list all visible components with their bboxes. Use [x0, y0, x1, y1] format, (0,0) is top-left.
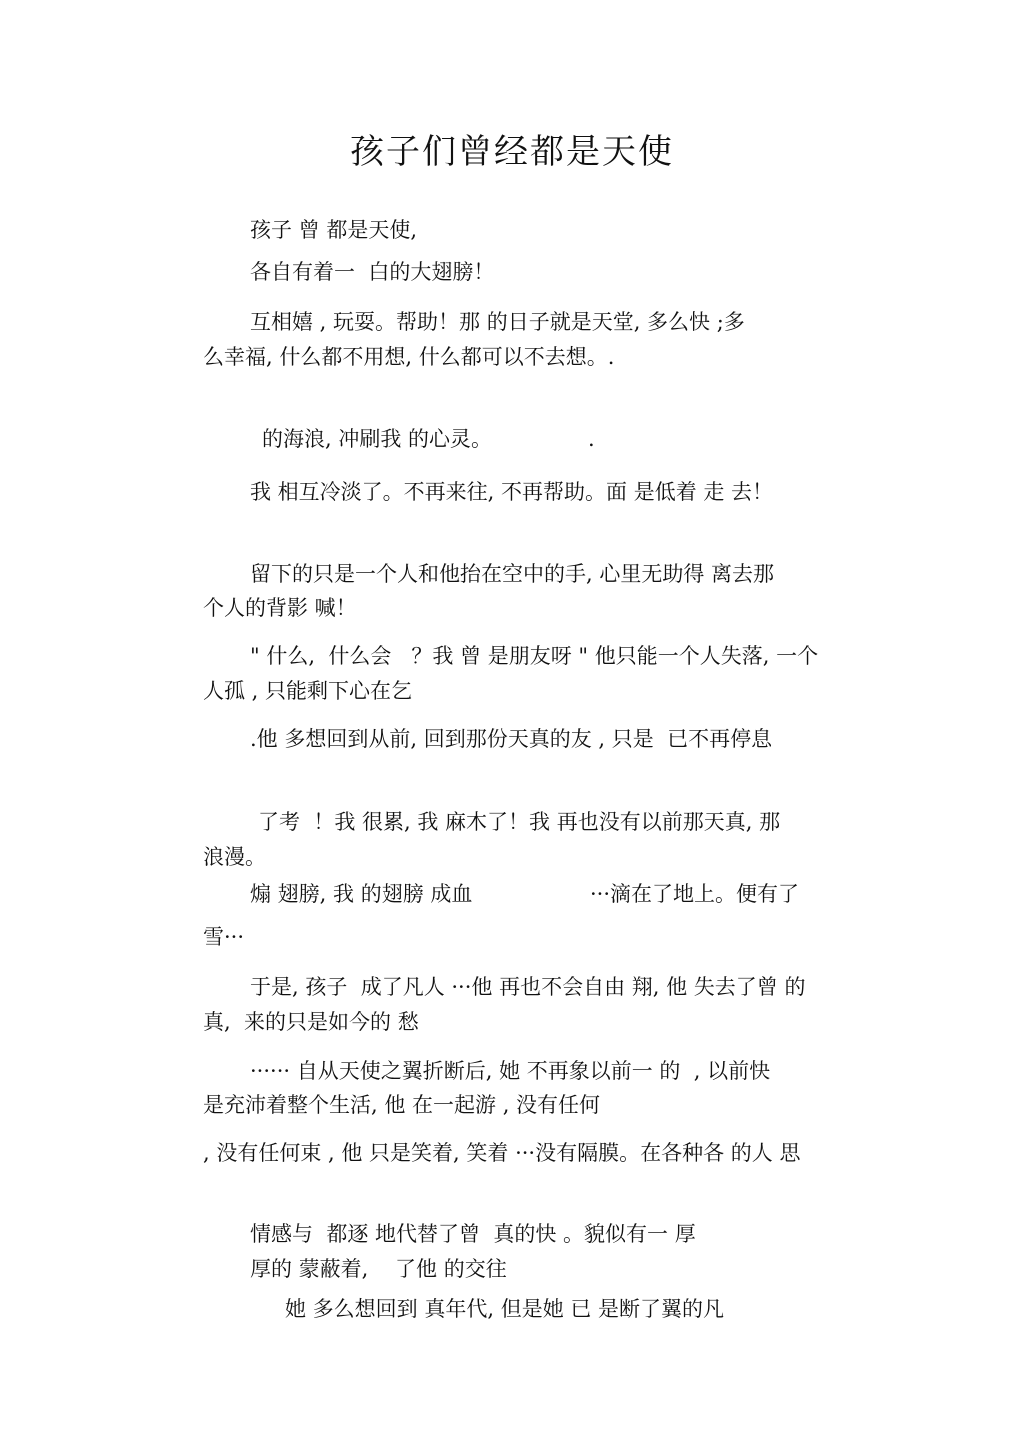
text-line-21: 是充沛着整个生活, 他 在一起游 , 没有任何: [203, 1093, 601, 1117]
text-line-1: 孩子 曾 都是天使,: [250, 218, 418, 242]
text-line-3: 互相嬉 , 玩耍。帮助！那 的日子就是天堂, 多么快 ;多: [250, 310, 745, 334]
text-line-17: 雪···: [203, 925, 245, 949]
text-line-8: 留下的只是一个人和他抬在空中的手, 心里无助得 离去那: [250, 562, 775, 586]
text-line-13: 了考 ！我 很累, 我 麻木了！我 再也没有以前那天真, 那: [258, 810, 781, 834]
text-line-9: 个人的背影 喊！: [203, 596, 357, 620]
text-line-22: , 没有任何束 , 他 只是笑着, 笑着 ···没有隔膜。在各种各 的人 思: [203, 1141, 801, 1165]
text-line-2: 各自有着一 白的大翅膀！: [250, 260, 495, 284]
text-line-7: 我 相互冷淡了。不再来往, 不再帮助。面 是低着 走 去！: [250, 480, 774, 504]
text-line-10: " 什么, 什么会 ？我 曾 是朋友呀 " 他只能一个人失落, 一个: [250, 644, 819, 668]
document-title: 孩子们曾经都是天使: [350, 132, 674, 172]
text-line-24: 厚的 蒙蔽着, 了他 的交往: [250, 1257, 507, 1281]
text-line-4: 么幸福, 什么都不用想, 什么都可以不去想。.: [203, 345, 615, 369]
text-line-19: 真, 来的只是如今的 愁: [203, 1010, 419, 1034]
text-line-15: 煽 翅膀, 我 的翅膀 成血: [250, 882, 473, 906]
text-line-11: 人孤 , 只能剩下心在乞: [203, 679, 413, 703]
text-line-20: ······ 自从天使之翼折断后, 她 不再象以前一 的 , 以前快: [250, 1059, 771, 1083]
text-line-5: 的海浪, 冲刷我 的心灵。: [262, 427, 493, 451]
text-line-18: 于是, 孩子 成了凡人 ···他 再也不会自由 翔, 他 失去了曾 的: [250, 975, 806, 999]
text-line-25: 她 多么想回到 真年代, 但是她 已 是断了翼的凡: [285, 1297, 725, 1321]
text-line-12: .他 多想回到从前, 回到那份天真的友 , 只是 已不再停息: [250, 727, 773, 751]
text-line-16: ···滴在了地上。便有了: [590, 882, 800, 906]
text-line-23: 情感与 都逐 地代替了曾 真的快 。貌似有一 厚: [250, 1222, 696, 1246]
text-line-14: 浪漫。: [203, 845, 266, 869]
text-line-6: .: [588, 427, 595, 451]
